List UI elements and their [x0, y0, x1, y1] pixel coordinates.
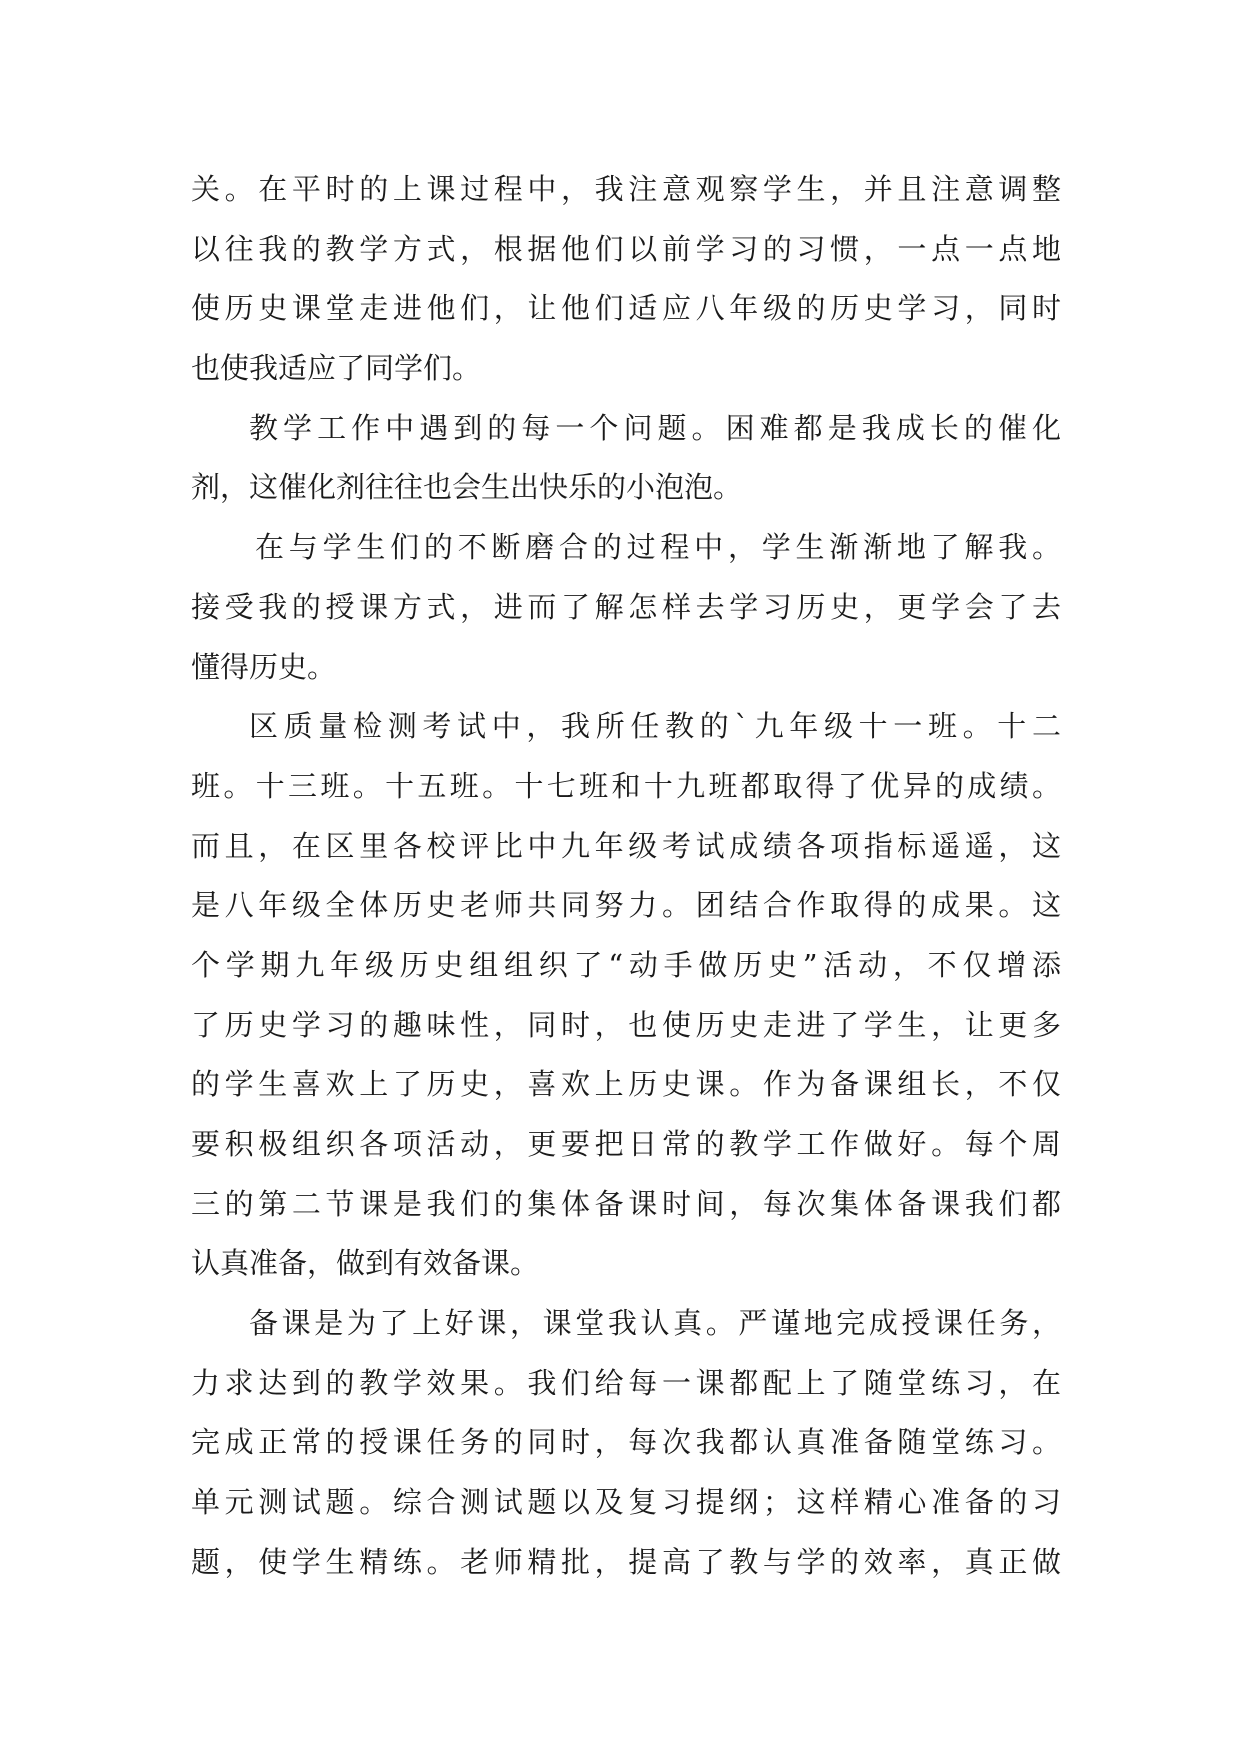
text-line: [191, 1234, 1061, 1294]
text-line-content: 也使我适应了同学们。: [191, 351, 482, 386]
text-line-content: 的学生喜欢上了历史，喜欢上历史课。作为备课组长，不仅: [191, 1067, 1061, 1102]
text-line: [191, 697, 1061, 757]
text-line: [191, 518, 1061, 578]
text-line-content: 懂得历史。: [191, 649, 337, 684]
text-line: [191, 1413, 1061, 1473]
text-line: [191, 1115, 1061, 1175]
text-line-content: 要积极组织各项活动，更要把日常的教学工作做好。每个周: [191, 1127, 1061, 1161]
text-line: [191, 399, 1061, 459]
text-line: [191, 339, 1061, 399]
text-line: [191, 160, 1061, 220]
text-line-content: 区质量检测考试中，我所任教的`九年级十一班。十二: [249, 709, 1061, 744]
text-line-content: 三的第二节课是我们的集体备课时间，每次集体备课我们都: [191, 1186, 1061, 1221]
text-line-content: 以往我的教学方式，根据他们以前学习的习惯，一点一点地: [191, 231, 1061, 266]
text-line-content: 单元测试题。综合测试题以及复习提纲；这样精心准备的习: [191, 1485, 1061, 1520]
text-line-content: 是八年级全体历史老师共同努力。团结合作取得的成果。这: [191, 888, 1061, 923]
text-line-content: 使历史课堂走进他们，让他们适应八年级的历史学习，同时: [191, 291, 1061, 326]
text-line-content: 关。在平时的上课过程中，我注意观察学生，并且注意调整: [191, 172, 1061, 206]
text-line: [191, 638, 1061, 698]
text-line: [191, 1473, 1061, 1533]
paragraph: [191, 160, 1061, 399]
paragraph: [191, 1294, 1061, 1592]
text-line: [191, 876, 1061, 936]
text-line: [191, 1175, 1061, 1235]
text-line-content: 接受我的授课方式，进而了解怎样去学习历史，更学会了去: [191, 589, 1061, 624]
text-line-content: 教学工作中遇到的每一个问题。困难都是我成长的催化: [249, 410, 1061, 445]
paragraph: [191, 518, 1061, 697]
text-line-content: 备课是为了上好课，课堂我认真。严谨地完成授课任务，: [249, 1306, 1061, 1341]
text-line-content: 而且，在区里各校评比中九年级考试成绩各项指标遥遥，这: [191, 828, 1061, 863]
text-line: [191, 1533, 1061, 1593]
text-line-content: 个学期九年级历史组组织了“动手做历史”活动，不仅增添: [191, 947, 1061, 982]
text-line: [191, 1354, 1061, 1414]
text-line: [191, 458, 1061, 518]
text-line: [191, 220, 1061, 280]
paragraph: [191, 697, 1061, 1294]
text-line-content: 完成正常的授课任务的同时，每次我都认真准备随堂练习。: [191, 1425, 1061, 1460]
text-line: [191, 279, 1061, 339]
text-line-content: 认真准备，做到有效备课。: [191, 1246, 540, 1281]
text-line: [191, 936, 1061, 996]
text-line-content: 班。十三班。十五班。十七班和十九班都取得了优异的成绩。: [191, 768, 1061, 803]
text-line: [191, 757, 1061, 817]
text-line-content: 剂，这催化剂往往也会生出快乐的小泡泡。: [191, 470, 743, 505]
document-body: [191, 160, 1061, 1593]
text-line-content: 了历史学习的趣味性，同时，也使历史走进了学生，让更多: [191, 1007, 1061, 1042]
paragraph: [191, 399, 1061, 518]
text-line: [191, 1055, 1061, 1115]
text-line-content: 在与学生们的不断磨合的过程中，学生渐渐地了解我。: [255, 530, 1061, 565]
text-line-content: 题，使学生精练。老师精批，提高了教与学的效率，真正做: [191, 1544, 1061, 1579]
text-line: [191, 1294, 1061, 1354]
text-line: [191, 578, 1061, 638]
text-line-content: 力求达到的教学效果。我们给每一课都配上了随堂练习，在: [191, 1365, 1061, 1400]
text-line: [191, 817, 1061, 877]
text-line: [191, 996, 1061, 1056]
